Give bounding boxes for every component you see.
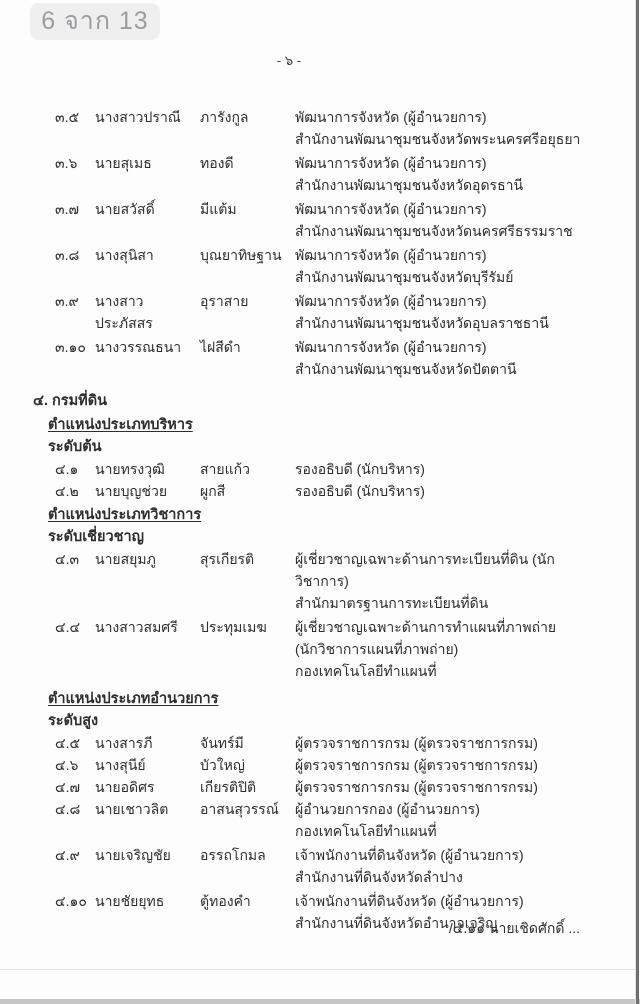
last-name: อรรถโกมล [200, 847, 266, 863]
last-name: ผูกสี [200, 483, 226, 499]
position-line: กองเทคโนโลยีทำแผนที่ [295, 663, 437, 679]
first-name: นางสารภี [95, 735, 153, 751]
subsection-header-executive: ตำแหน่งประเภทบริหาร [48, 417, 193, 433]
first-name: นายสุเมธ [95, 155, 152, 171]
position-line: พัฒนาการจังหวัด (ผู้อำนวยการ) [295, 339, 487, 355]
person-row [55, 754, 602, 776]
entry-number: ๓.๘ [55, 247, 80, 263]
position-line: ผู้ตรวจราชการกรม (ผู้ตรวจราชการกรม) [295, 779, 538, 795]
last-name: อาสนสุวรรณ์ [200, 801, 279, 817]
page-separator [0, 999, 640, 1004]
person-row [55, 106, 602, 150]
last-name: ทองดี [200, 155, 234, 171]
position-lines [295, 198, 602, 242]
first-name: นางสุนีย์ [95, 757, 146, 773]
entry-number: ๓.๕ [55, 109, 80, 125]
entry-number: ๔.๓ [55, 551, 80, 567]
position-line: ผู้ตรวจราชการกรม (ผู้ตรวจราชการกรม) [295, 735, 538, 751]
first-name: นายเจริญชัย [95, 847, 171, 863]
entry-number: ๔.๔ [55, 619, 81, 635]
position-line: ผู้เชี่ยวชาญเฉพาะด้านการทำแผนที่ภาพถ่าย [295, 619, 557, 635]
page-indicator: 6 จาก 13 [30, 3, 160, 40]
position-line: กองเทคโนโลยีทำแผนที่ [295, 823, 437, 839]
position-lines [295, 732, 602, 754]
position-lines [295, 244, 602, 288]
position-lines [295, 458, 602, 480]
first-name: นางสาวปราณี [95, 109, 181, 125]
last-name: มีแต้ม [200, 201, 237, 217]
position-line: สำนักงานพัฒนาชุมชนจังหวัดนครศรีธรรมราช [295, 223, 573, 239]
page-content [33, 106, 602, 936]
continuation-note: /๔.๑๑ นายเชิดศักดิ์ ... [448, 920, 580, 936]
first-name: นายเชาวลิต [95, 801, 169, 817]
position-line: รองอธิบดี (นักบริหาร) [295, 483, 425, 499]
entry-number: ๔.๕ [55, 735, 81, 751]
position-line: สำนักงานพัฒนาชุมชนจังหวัดปัตตานี [295, 361, 517, 377]
level-header-expert: ระดับเชี่ยวชาญ [48, 529, 144, 545]
level-header-high: ระดับสูง [48, 713, 99, 729]
position-lines [295, 290, 602, 334]
position-lines [295, 776, 602, 798]
entry-number: ๔.๒ [55, 483, 79, 499]
first-name: นายชัยยุทธ [95, 893, 165, 909]
position-line: สำนักงานที่ดินจังหวัดลำปาง [295, 869, 463, 885]
position-line: สำนักงานพัฒนาชุมชนจังหวัดอุบลราชธานี [295, 315, 549, 331]
person-row [55, 336, 602, 380]
person-row [55, 152, 602, 196]
person-row [55, 798, 602, 842]
entry-number: ๓.๖ [55, 155, 78, 171]
position-line: สำนักงานพัฒนาชุมชนจังหวัดบุรีรัมย์ [295, 269, 514, 285]
first-name: นางสุนิสา [95, 247, 154, 263]
last-name: บัวใหญ่ [200, 757, 245, 773]
position-line: เจ้าพนักงานที่ดินจังหวัด (ผู้อำนวยการ) [295, 893, 524, 909]
scrollbar[interactable] [635, 0, 639, 1004]
person-row [55, 244, 602, 288]
position-line: ผู้ตรวจราชการกรม (ผู้ตรวจราชการกรม) [295, 757, 538, 773]
position-lines [295, 798, 602, 842]
entry-number: ๔.๑๐ [55, 893, 87, 909]
first-name: นางสาวประภัสสร [95, 293, 153, 331]
first-name: นายบุญช่วย [95, 483, 168, 499]
first-name: นางสาวสมศรี [95, 619, 178, 635]
position-line: (นักวิชาการแผนที่ภาพถ่าย) [295, 641, 459, 657]
position-line: ผู้เชี่ยวชาญเฉพาะด้านการทะเบียนที่ดิน (นักวิชาการ) [295, 551, 555, 589]
entry-number: ๓.๗ [55, 201, 79, 217]
last-name: สุรเกียรติ [200, 551, 255, 567]
group-4-director-rows [55, 732, 602, 934]
entry-number: ๓.๙ [55, 293, 79, 309]
position-lines [295, 336, 602, 380]
position-line: สำนักงานพัฒนาชุมชนจังหวัดพระนครศรีอยุธยา [295, 131, 581, 147]
position-line: พัฒนาการจังหวัด (ผู้อำนวยการ) [295, 293, 487, 309]
position-lines [295, 548, 602, 614]
person-row [55, 776, 602, 798]
entry-number: ๔.๗ [55, 779, 81, 795]
position-line: ผู้อำนวยการกอง (ผู้อำนวยการ) [295, 801, 480, 817]
section-4-title: ๔. กรมที่ดิน [33, 393, 108, 409]
last-name: ไฝสีดำ [200, 339, 241, 355]
entry-number: ๔.๖ [55, 757, 79, 773]
position-line: สำนักงานพัฒนาชุมชนจังหวัดอุดรธานี [295, 177, 524, 193]
position-lines [295, 844, 602, 888]
position-line: พัฒนาการจังหวัด (ผู้อำนวยการ) [295, 109, 487, 125]
first-name: นายอดิศร [95, 779, 155, 795]
last-name: เกียรติปิติ [200, 779, 257, 795]
position-lines [295, 754, 602, 776]
position-lines [295, 616, 602, 682]
position-line: พัฒนาการจังหวัด (ผู้อำนวยการ) [295, 247, 487, 263]
page-bottom-edge [0, 969, 635, 970]
group-3-rows [55, 106, 602, 380]
last-name: ประทุมเมฆ [200, 619, 267, 635]
position-line: รองอธิบดี (นักบริหาร) [295, 461, 425, 477]
position-line: สำนักงานที่ดินจังหวัดอำนาจเจริญ [295, 915, 498, 931]
position-lines [295, 106, 602, 150]
position-line: เจ้าพนักงานที่ดินจังหวัด (ผู้อำนวยการ) [295, 847, 524, 863]
position-line: พัฒนาการจังหวัด (ผู้อำนวยการ) [295, 155, 487, 171]
entry-number: ๓.๑๐ [55, 339, 86, 355]
page-number-header: - ๖ - [276, 53, 302, 68]
person-row [55, 548, 602, 614]
subsection-header-director: ตำแหน่งประเภทอำนวยการ [48, 691, 219, 707]
first-name: นายสยุมภู [95, 551, 156, 567]
group-4-academic-rows [55, 548, 602, 682]
last-name: ตู้ทองคำ [200, 893, 251, 909]
last-name: สายแก้ว [200, 461, 250, 477]
entry-number: ๔.๘ [55, 801, 81, 817]
position-line: พัฒนาการจังหวัด (ผู้อำนวยการ) [295, 201, 487, 217]
last-name: บุณยาทิษฐาน [200, 247, 282, 263]
person-row [55, 458, 602, 480]
person-row [55, 616, 602, 682]
position-line: สำนักมาตรฐานการทะเบียนที่ดิน [295, 595, 489, 611]
first-name: นายสวัสดิ์ [95, 201, 155, 217]
level-header-entry: ระดับต้น [48, 439, 102, 455]
person-row [55, 844, 602, 888]
subsection-header-academic: ตำแหน่งประเภทวิชาการ [48, 507, 202, 523]
last-name: อุราสาย [200, 293, 249, 309]
person-row [55, 198, 602, 242]
last-name: ภารังกูล [200, 109, 249, 125]
last-name: จันทร์มี [200, 735, 244, 751]
first-name: นางวรรณธนา [95, 339, 182, 355]
person-row [55, 480, 602, 502]
person-row [55, 732, 602, 754]
position-lines [295, 152, 602, 196]
position-lines [295, 480, 602, 502]
person-row [55, 290, 602, 334]
group-4-executive-rows [55, 458, 602, 502]
first-name: นายทรงวุฒิ [95, 461, 165, 477]
entry-number: ๔.๙ [55, 847, 80, 863]
entry-number: ๔.๑ [55, 461, 79, 477]
